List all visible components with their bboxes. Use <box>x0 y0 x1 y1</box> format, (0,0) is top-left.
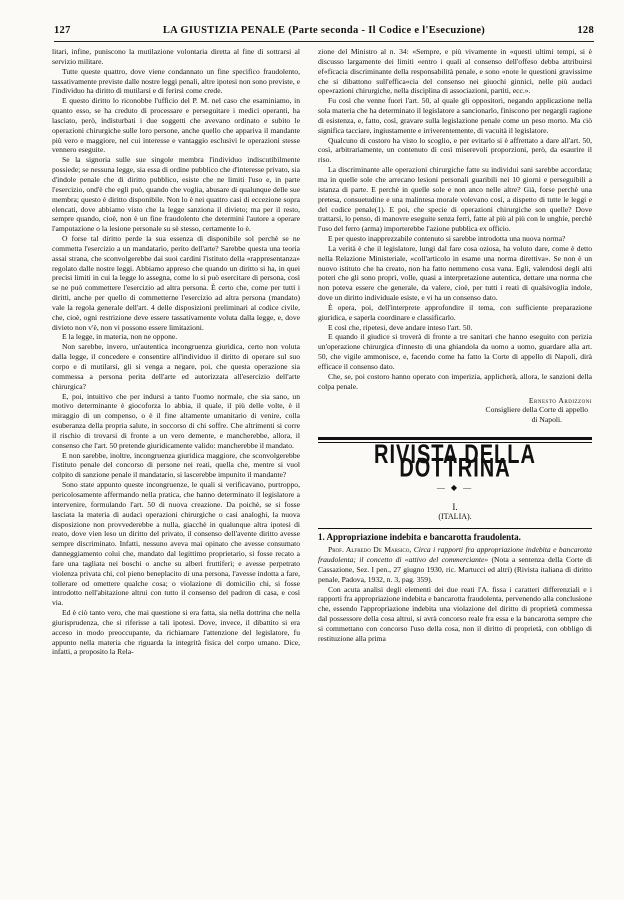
signature-name: Ernesto Ardizzoni <box>528 395 592 405</box>
left-column <box>52 47 300 657</box>
ornament-divider: — ◆ — <box>436 482 474 492</box>
bibliographic-reference <box>318 545 592 584</box>
paragraph: Ed è ciò tanto vero, che mai questione si era fatta, sia nella dottrina che nella giurisprudenza, che si riferisse a tali ipotesi. Dove, invece, il dibattito si era acceso in modo preoccupante, da richiamare l'attenzione del legislatore, fu appunto nella materia che riguarda la integrità fisica del corpo umano. Dice, infatti, a proposito la Rela- <box>52 608 300 657</box>
section-country: (ITALIA). <box>438 512 472 522</box>
paragraph: Non sarebbe, invero, un'autentica incongruenza giuridica, certo non voluta dalla legge, il concedere e consentire all'individuo il diritto di operare sul suo corpo e di mutilarsi, gli si venga a negare, poi, che questa operazione sia commessa a persona perita dell'arte ed autorizzata all'esercizio dell'arte chirurgica? <box>52 342 300 391</box>
right-column <box>318 47 592 644</box>
subsection-rule <box>318 528 592 529</box>
paragraph: Qualcuno di costoro ha visto lo scoglio, e per evitarlo si è affrettato a dare all'art. 50, così, arbitrariamente, un contenuto di così miserevoli proporzioni, però, da esaurire il riso. <box>318 135 592 165</box>
paragraph: È opera, poi, dell'interprete approfondire il tema, con sufficiente preparazione giuridica, e saperla coordinare e classificarlo. <box>318 302 592 322</box>
paragraph: Con acuta analisi degli elementi dei due reati l'A. fissa i caratteri differenziali e i rapporti fra appropriazione indebita e bancarotta fraudolenta, pervenendo alla conclusione che, essendo l'appropriazione indebita una violazione del diritto di proprietà commessa dal possessore della cosa altrui, si avrà concorso reale fra essa e la bancarotta sempre che si commettano con concorso l'uso della cosa, non il diritto di proprietà, con obbligo di restituzione alla prima <box>318 584 592 643</box>
signature-place: di Napoli. <box>531 415 562 425</box>
paragraph: Fu così che venne fuori l'art. 50, al quale gli oppositori, negando applicazione nella sola materia che ha determinato il legislatore a sancionarlo, finiscono per negargli ragione di esistenza, e, fatto, così, gravare sulla legislazione penale come un peso morto. Ma ciò significa tacciare, ingiustamente e irriverentemente, di vacuità il legislatore. <box>318 96 592 135</box>
page-number-left: 127 <box>54 25 71 36</box>
paragraph: E la legge, in materia, non ne oppone. <box>62 332 178 342</box>
paragraph: Che, se, poi costoro hanno operato con imperizia, applicherà, allora, le sanzioni della colpa penale. <box>318 371 592 391</box>
section-number: I. <box>452 501 458 512</box>
paragraph: E, poi, intuitivo che per indursi a tanto l'uomo normale, che sia sano, un motivo determinante è giocoforza lo abbia, il quale, il più delle volte, è il miraggio di un compenso, o è il fine altamente umanitario di venire, colla esuberanza della propria salute, in soccorso di chi soffre. Che altrimenti si corre il rischio di trovarsi di fronte a un vero demente, e mancherebbe, allora, il consenso che l'art. 50 pretende giuridicamente valido: mancherebbe il mandato. <box>52 391 300 450</box>
section-title: RIVISTA DELLA DOTTRINA <box>374 440 536 484</box>
paragraph: zione del Ministro al n. 34: «Sempre, e più vivamente in «questi ultimi tempi, si è discusso largamente dei limiti «entro i quali al consenso dell'offeso debba attribuirsi ef«ficacia discriminante della responsabilità penale, e sono «note le questioni gravissime che si dibattono sull'effica«cia del consenso nei giuochi ginnici, nelle più audaci ope«razioni chirurgiche, nella disciplina di associazioni, partiti, ecc.». <box>318 47 592 96</box>
paragraph: O forse tal diritto perde la sua essenza di disponibile sol perchè se ne commetta l'esercizio a un mandatario, perito dell'arte? Sarebbe questa una teoria assai strana, che sconvolgerebbe dai suoi cardini l'istituto della «rappresentanza» regolato dalle nostre leggi. Abbiamo appreso che quando un diritto si ha, in quei precisi limiti in cui la legge lo assegna, come lo si può esercitare di persona, così se ne può commettere l'esercizio ad altra persona. È certo che, come per tutti i diritti, anche per quello di commetterne l'esercizio ad altra persona (mandato) vale la regola generale dell'art. 4 delle disposizioni preliminari al codice civile, che, cioè, ogni restrizione deve essere tassativamente voluta dalla legge, e, dove divieto non v'è, non vi possono essere limitazioni. <box>52 234 300 332</box>
reference-author: Prof. Alfredo De Marsico, <box>328 545 412 555</box>
header-rule <box>54 41 594 42</box>
paragraph: E questo diritto lo riconobbe l'ufficio del P. M. nel caso che esaminiamo, in quanto esso, se ha creduto di processare e perseguitare i medici operanti, ha lasciato, però, indisturbati i due soggetti che avevano ordinato e subito le operazioni chirurgiche sulle loro persone, anche quello che appariva il mandante più vero e maggiore, nel cui interesse e vantaggio esclusivi le operazioni stesse vennero eseguite. <box>52 96 300 155</box>
paragraph: Se la signoria sulle sue singole membra l'individuo indiscutibilmente possiede; se nessuna legge, sia essa di ordine pubblico che d'interesse privato, sia d'indole penale che di diritto pubblico, esiste che ne limiti l'uso e, in parte l'esercizio, ond'è che egli può, quando che voglia, abusare di qualunque delle sue membra; questo è diritto disponibile. Non lo è nei quattro casi di eccezione sopra elencati, dove abbiamo visto che la legge sanziona il divieto; ma per il resto, sempre quando, cioè, non è un fine fraudolento che determini l'autore a operare l'amputazione o la lesione personale su sè stesso, certamente lo è. <box>52 155 300 234</box>
running-header <box>54 25 594 45</box>
paragraph: La discriminante alle operazioni chirurgiche fatte su individui sani sarebbe accordata; ma in quelle sole che arrecano lesioni personali guaribili nei 10 giorni e perseguibili a istanza di parte. E perchè in quelle sole e non anco nelle altre? Già, forse perchè una pretesa, consuetudine e una malintesa morale volevano così, a dispetto di tutte le leggi e del codice penale(1). E poi, che specie di operazioni chirurgiche son quelle? Dove trattarsi, lo penso, di manovre eseguite senza ferri, fatte al più al più con le unghie, perchè l'uso del ferro (arma) importerebbe l'azione pubblica ex officio. <box>318 165 592 234</box>
paragraph: litari, infine, puniscono la mutilazione volontaria diretta al fine di sottrarsi al servizio militare. <box>52 47 300 66</box>
signature-role: Consigliere della Corte di appello <box>485 405 588 415</box>
item-heading: 1. Appropriazione indebita e bancarotta fraudolenta. <box>318 532 521 543</box>
paragraph: Sono state appunto queste incongruenze, le quali si verificavano, purtroppo, pericolosamente affermando nella pratica, che hanno determinato il legislatore a intervenire, formulando l'art. 50 di nuova creazione. Da poichè, se si fosse lasciata la materia di audaci operazioni chirurgiche o casi analoghi, la nuova disposizione non provvederebbe a nulla, giacchè in qualunque altra ipotesi di reato, dove vien leso un diritto del privato, il consenso dell'avente diritto avesse sempre discriminato. Infatti, nessuno aveva mai opinato che avesse consumato danneggiamento colui che, mandato dal legittimo proprietario, si fosse recato a fare una tagliata nei boschi o anche su alberi fruttiferi; e avesse perpetrato violenza privata chi, col pieno beneplacito di una persona, l'avesse indotta a fare, tollerare od omettere qualche cosa; o violazione di domicilio chi, si fosse introdotto nell'abitazione altrui con tutto il consenso del padron di casa, e così via. <box>52 480 300 608</box>
author-signature <box>318 396 592 426</box>
paragraph: La verità è che il legislatore, lungi dal fare cosa oziosa, ha voluto dare, come è detto nella Relazione Ministeriale, «coll'articolo in esame una norma direttiva». Se non è un nuovo istituto che ha creato, non ha fatto nemmeno cosa vana. Egli, valendosi degli alti poteri che gli sono propri, volle, quasi a interpretazione autentica, dettare una norma che non poteva essere che generale, da valere, cioè, per tutti i reati di qualsivoglia indole, dove un diritto individuale esiste, e vi ha un consenso dato. <box>318 243 592 303</box>
running-title: LA GIUSTIZIA PENALE (Parte seconda - Il Codice e l'Esecuzione) <box>162 25 486 36</box>
reference-title: Circa i rapporti fra appropriazione indebita e bancarotta fraudolenta; il concetto di «attivo del commerciante» <box>318 545 592 564</box>
paragraph: E per questo inapprezzabile contenuto si sarebbe introdotta una nuova norma? <box>328 234 566 244</box>
paragraph: Tutte queste quattro, dove viene condannato un fine specifico fraudolento, tassativamente previste dalle nostre leggi penali, altre ipotesi non sono previste, e l'individuo ha diritto di mutilarsi e di ferirsi come crede. <box>52 66 300 96</box>
paragraph: E così che, ripetesi, deve andare inteso l'art. 50. <box>328 322 473 332</box>
paragraph: E non sarebbe, inoltre, incongruenza giuridica maggiore, che sconvolgerebbe l'istituto penale del concorso di persone nei reati, quella che, mentre si vuol colpito di sanzione penale il mandatario, si lascerebbe impunito il mandante? <box>52 450 300 480</box>
page-number-right: 128 <box>577 25 594 36</box>
reference-details: (Nota a sentenza della Corte di Cassazione, Sez. I pen., 27 giugno 1930, ric. Martucci ed altri) (Rivista italiana di diritto penale, Padova, 1932, n. 3, pag. 359). <box>318 554 592 584</box>
paragraph: E quando il giudice si troverà di fronte a tre sanitari che hanno eseguito con perizia un'operazione chirurgica d'innesto di una ghiandola da uomo a uomo, guardare alla art. 50, che vigile ammonisce, e, facendo come ha fatto la Corte di appello di Napoli, dirà efficace il consenso dato. <box>318 332 592 371</box>
